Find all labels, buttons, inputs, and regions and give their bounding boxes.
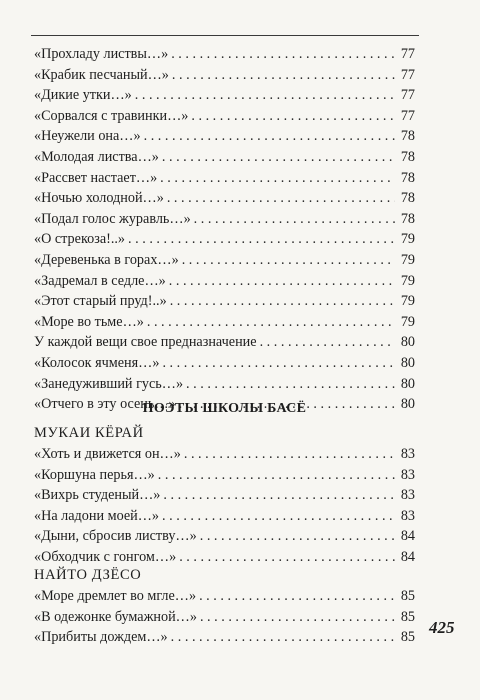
- entry-page: 79: [400, 231, 415, 248]
- entry-page: 77: [400, 66, 415, 83]
- toc-entry: [34, 506, 415, 527]
- toc-entry: [34, 85, 415, 106]
- entry-title: «На ладони моей…»: [34, 507, 160, 524]
- dot-leader: [162, 506, 395, 527]
- dot-leader: [171, 627, 395, 648]
- entry-title: «Хоть и движется он…»: [34, 446, 181, 462]
- dot-leader: [160, 168, 395, 189]
- entry-title: «Молодая листва…»: [34, 148, 159, 165]
- toc-list-kyorai: [34, 444, 415, 568]
- toc-entry: [34, 188, 415, 209]
- toc-entry: [34, 126, 415, 147]
- entry-page: 85: [400, 588, 415, 604]
- dot-leader: [200, 607, 395, 628]
- entry-title: «Отчего в эту осень…»: [34, 396, 176, 413]
- entry-title: «О стрекоза!..»: [34, 231, 126, 248]
- toc-entry: [34, 444, 415, 465]
- entry-page: 84: [400, 548, 415, 565]
- entry-title: «Дикие утки…»: [34, 87, 132, 104]
- toc-list-basho: [34, 44, 415, 415]
- dot-leader: [128, 229, 395, 250]
- dot-leader: [169, 271, 395, 292]
- toc-entry: [34, 547, 415, 568]
- entry-page: 85: [400, 629, 415, 646]
- dot-leader: [172, 65, 395, 86]
- entry-page: 83: [400, 466, 415, 483]
- entry-title: «Подал голос журавль…»: [34, 210, 191, 227]
- page-number: 425: [429, 618, 455, 637]
- entry-page: 78: [400, 128, 415, 145]
- entry-page: 78: [400, 169, 415, 186]
- toc-entry: [34, 485, 415, 506]
- dot-leader: [147, 312, 395, 333]
- dot-leader: [182, 250, 395, 271]
- entry-title: «Рассвет настает…»: [34, 169, 158, 186]
- entry-page: 77: [400, 87, 415, 104]
- toc-entry: [34, 353, 415, 374]
- entry-title: «Неужели она…»: [34, 128, 141, 145]
- toc-entry: [34, 44, 415, 65]
- dot-leader: [162, 147, 395, 168]
- entry-page: 83: [400, 487, 415, 504]
- dot-leader: [163, 485, 395, 506]
- toc-entry: [34, 168, 415, 189]
- toc-entry: [34, 374, 415, 395]
- entry-page: 80: [400, 354, 415, 371]
- toc-entry: [34, 229, 415, 250]
- toc-entry: [34, 271, 415, 292]
- toc-entry: [34, 465, 415, 486]
- entry-title: «Прибиты дождем…»: [34, 629, 168, 646]
- toc-entry: [34, 65, 415, 86]
- entry-title: «Море дремлет во мгле…»: [34, 588, 197, 604]
- dot-leader: [179, 547, 395, 568]
- entry-title: «Этот старый пруд!..»: [34, 293, 167, 310]
- dot-leader: [199, 586, 395, 607]
- entry-title: «Занедуживший гусь…»: [34, 375, 184, 392]
- toc-entry: [34, 312, 415, 333]
- entry-page: 79: [400, 251, 415, 268]
- toc-entry: [34, 250, 415, 271]
- toc-entry: [34, 291, 415, 312]
- entry-title: «Прохладу листвы…»: [34, 46, 169, 62]
- toc-entry: [34, 586, 415, 607]
- entry-title: «Обходчик с гонгом…»: [34, 548, 177, 565]
- toc-entry: [34, 209, 415, 230]
- toc-entry: [34, 147, 415, 168]
- entry-page: 77: [400, 46, 415, 62]
- author-heading-joso: НАЙТО ДЗЁСО: [34, 567, 142, 583]
- entry-title: «Ночью холодной…»: [34, 190, 164, 207]
- section-title: ПОЭТЫ ШКОЛЫ БАСЁ: [142, 401, 307, 416]
- dot-leader: [158, 465, 395, 486]
- dot-leader: [135, 85, 395, 106]
- entry-page: 79: [400, 313, 415, 330]
- dot-leader: [191, 106, 395, 127]
- entry-page: 80: [400, 396, 415, 413]
- entry-page: 77: [400, 107, 415, 124]
- toc-list-joso: [34, 586, 415, 648]
- entry-page: 80: [400, 375, 415, 392]
- entry-title: У каждой вещи свое предназначение: [34, 334, 257, 351]
- entry-title: «Коршуна перья…»: [34, 466, 155, 483]
- toc-entry: [34, 106, 415, 127]
- top-rule: [31, 35, 419, 36]
- toc-entry: [34, 607, 415, 628]
- entry-title: «Задремал в седле…»: [34, 272, 166, 289]
- dot-leader: [144, 126, 395, 147]
- dot-leader: [167, 188, 395, 209]
- entry-page: 79: [400, 293, 415, 310]
- dot-leader: [194, 209, 395, 230]
- entry-page: 84: [400, 528, 415, 545]
- toc-entry: [34, 627, 415, 648]
- entry-page: 79: [400, 272, 415, 289]
- entry-title: «Крабик песчаный…»: [34, 66, 169, 83]
- toc-entry: [34, 526, 415, 547]
- toc-entry: [34, 332, 415, 353]
- dot-leader: [186, 374, 395, 395]
- entry-title: «Деревенька в горах…»: [34, 251, 179, 268]
- entry-title: «Море во тьме…»: [34, 313, 144, 330]
- dot-leader: [171, 44, 395, 65]
- entry-page: 83: [400, 446, 415, 462]
- entry-page: 83: [400, 507, 415, 524]
- dot-leader: [184, 444, 395, 465]
- dot-leader: [260, 332, 395, 353]
- dot-leader: [162, 353, 395, 374]
- entry-title: «В одежонке бумажной…»: [34, 608, 197, 625]
- entry-page: 80: [400, 334, 415, 351]
- entry-title: «Дыни, сбросив листву…»: [34, 528, 197, 545]
- entry-page: 78: [400, 148, 415, 165]
- entry-title: «Сорвался с травинки…»: [34, 107, 189, 124]
- dot-leader: [170, 291, 395, 312]
- entry-page: 85: [400, 608, 415, 625]
- entry-title: «Колосок ячменя…»: [34, 354, 160, 371]
- author-heading-kyorai: МУКАИ КЁРАЙ: [34, 425, 144, 441]
- entry-title: «Вихрь студеный…»: [34, 487, 161, 504]
- entry-page: 78: [400, 210, 415, 227]
- dot-leader: [200, 526, 395, 547]
- entry-page: 78: [400, 190, 415, 207]
